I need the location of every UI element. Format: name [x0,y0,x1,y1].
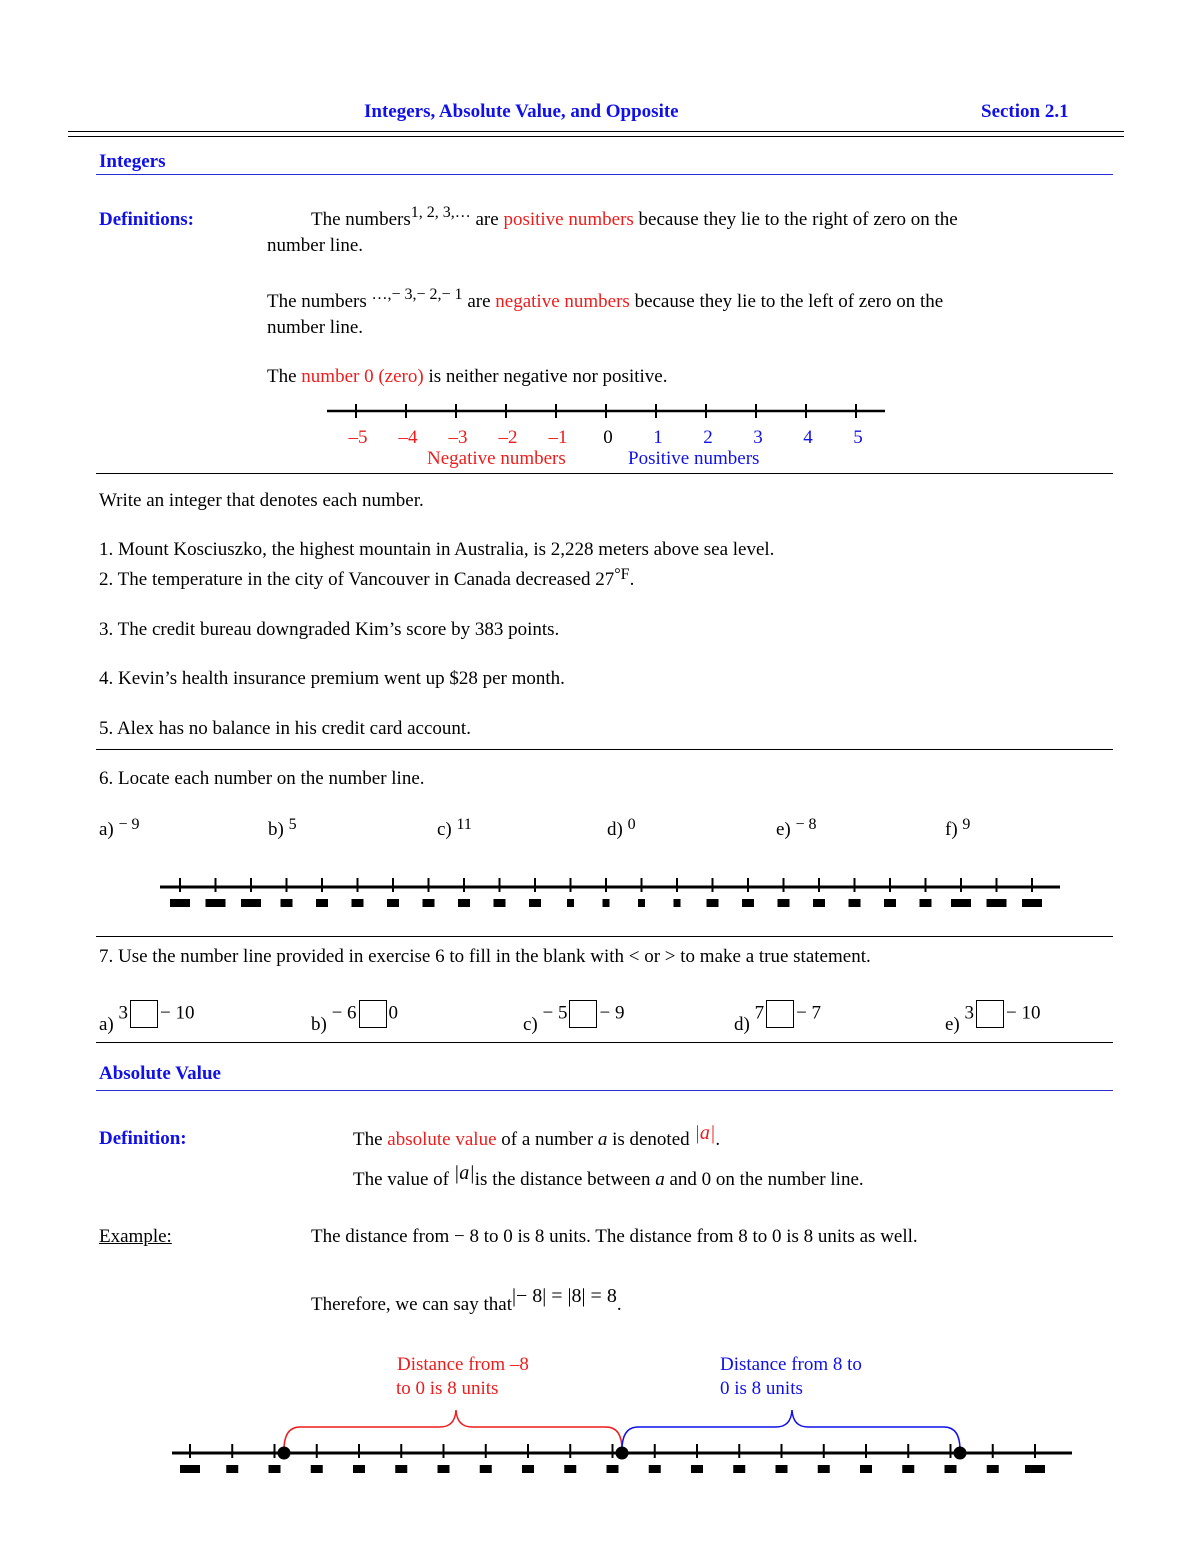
positive-tick-label: 3 [753,427,763,448]
av2-mid: is the distance between [474,1169,651,1190]
exercise-6-part [268,816,297,840]
part-label: e) [776,819,791,840]
label-blank [987,899,1007,907]
av2-var: a [655,1169,665,1190]
exercise-7-part [523,1000,625,1036]
av1-post: is denoted [612,1129,690,1150]
point-negative-8 [278,1447,291,1460]
right-operand: − 10 [1006,1002,1041,1024]
label-blank [951,899,971,907]
label-blank [818,1465,830,1473]
label-blank [1022,899,1042,907]
divider-4 [96,1042,1113,1043]
def2-pre: The numbers [267,291,367,312]
part-label: a) [99,819,114,840]
label-blank [170,899,190,907]
part-label: f) [945,819,958,840]
part-value: − 8 [795,816,817,833]
label-blank [674,899,681,907]
av2-post: and 0 on the number line. [669,1169,864,1190]
av1-end: . [715,1129,721,1150]
absolute-value-heading: Absolute Value [99,1063,221,1084]
part-label: d) [734,1014,750,1036]
exercise-1: 1. Mount Kosciuszko, the highest mountain in Australia, is 2,228 meters above sea level. [99,539,775,560]
negative-tick-label: –1 [548,427,568,448]
exercise-6-part [776,816,817,840]
absolute-value-definition-1 [353,1122,721,1150]
brace-left-caption-2: to 0 is 8 units [396,1378,499,1399]
positive-tick-label: 1 [653,427,663,448]
def1-math: 1, 2, 3,… [410,204,471,221]
comparison-answer-box[interactable] [569,1000,597,1028]
av1-mid: of a number [501,1129,594,1150]
example-label: Example: [99,1226,172,1247]
label-blank [1025,1465,1045,1473]
label-blank [603,899,610,907]
part-value: 11 [456,816,472,833]
example-line-2 [311,1285,622,1315]
part-value: 5 [288,816,297,833]
label-blank [438,1465,450,1473]
temperature-unit: °F [614,566,630,583]
example-equation: |− 8| = |8| = 8 [511,1285,617,1307]
exercise-6-part [945,816,971,840]
exercise-2-end: . [629,569,635,590]
part-value: − 9 [118,816,140,833]
label-blank [458,899,470,907]
def2-math: …,− 3,− 2,− 1 [371,286,463,303]
exercise-4: 4. Kevin’s health insurance premium went up $28 per month. [99,668,565,689]
part-value: 0 [627,816,636,833]
part-label: e) [945,1014,960,1036]
av1-pre: The [353,1129,383,1150]
exercise-7-prompt: 7. Use the number line provided in exercise 6 to fill in the blank with < or > to make a true statement. [99,946,871,967]
def1-post: because they lie to the right of zero on the [638,209,958,230]
positive-tick-label: 4 [803,427,813,448]
point-positive-8 [954,1447,967,1460]
def3-post: is neither negative nor positive. [428,366,668,387]
label-blank [529,899,541,907]
part-label: d) [607,819,623,840]
header-rule-bottom [68,136,1124,137]
av2-notation: |a| [453,1162,475,1184]
divider-1 [96,473,1113,474]
exercise-intro: Write an integer that denotes each number. [99,490,424,511]
label-blank [564,1465,576,1473]
comparison-answer-box[interactable] [130,1000,158,1028]
left-operand: − 5 [542,1002,568,1024]
example-line-2-end: . [616,1294,622,1315]
label-blank [567,899,574,907]
exercise-6-number-line [0,873,1200,913]
label-blank [776,1465,788,1473]
part-label: c) [523,1014,538,1036]
right-operand: − 7 [796,1002,822,1024]
label-blank [206,899,226,907]
def1-mid: are [475,209,499,230]
page-title: Integers, Absolute Value, and Opposite [364,101,679,122]
label-blank [226,1465,238,1473]
label-blank [733,1465,745,1473]
label-blank [352,899,364,907]
exercise-2 [99,566,635,590]
example-line-1: The distance from − 8 to 0 is 8 units. The distance from 8 to 0 is 8 units as well. [311,1226,918,1247]
part-label: b) [311,1014,327,1036]
label-blank [281,899,293,907]
section-number: Section 2.1 [981,101,1069,122]
label-blank [480,1465,492,1473]
def3-highlight: number 0 (zero) [301,366,424,387]
left-operand: − 6 [331,1002,357,1024]
exercise-7-part [945,1000,1041,1036]
label-blank [522,1465,534,1473]
label-blank [945,1465,957,1473]
label-blank [649,1465,661,1473]
label-blank [607,1465,619,1473]
exercise-6-part [99,816,140,840]
left-operand: 3 [118,1002,129,1024]
label-blank [884,899,896,907]
exercise-6-part [437,816,472,840]
definition-label: Definition: [99,1128,187,1149]
part-label: a) [99,1014,114,1036]
label-blank [494,899,506,907]
label-blank [987,1465,999,1473]
exercise-7-part [311,1000,399,1036]
absolute-value-definition-2 [353,1162,864,1190]
label-blank [860,1465,872,1473]
negative-tick-label: –3 [448,427,468,448]
label-blank [269,1465,281,1473]
def3-pre: The [267,366,297,387]
example-line-2-pre: Therefore, we can say that [311,1294,512,1315]
brace-right [622,1410,960,1450]
definition-zero [267,367,667,386]
brace-right-caption-2: 0 is 8 units [720,1378,803,1399]
label-blank [353,1465,365,1473]
part-label: c) [437,819,452,840]
zero-tick-label: 0 [603,427,613,448]
positive-tick-label: 2 [703,427,713,448]
av2-pre: The value of [353,1169,450,1190]
def2-mid: are [467,291,491,312]
exercise-3: 3. The credit bureau downgraded Kim’s score by 383 points. [99,619,560,640]
label-blank [920,899,932,907]
brace-right-caption-1: Distance from 8 to [720,1354,862,1375]
label-blank [180,1465,200,1473]
comparison-answer-box[interactable] [766,1000,794,1028]
av1-var: a [597,1129,608,1150]
right-operand: 0 [388,1002,399,1024]
part-value: 9 [962,816,971,833]
positive-numbers-caption: Positive numbers [628,448,760,469]
label-blank [387,899,399,907]
label-blank [395,1465,407,1473]
def1-pre: The numbers [311,209,411,230]
label-blank [316,899,328,907]
label-blank [241,899,261,907]
label-blank [902,1465,914,1473]
right-operand: − 10 [160,1002,195,1024]
definitions-label: Definitions: [99,209,194,230]
def1-highlight: positive numbers [503,209,634,230]
point-zero [616,1447,629,1460]
label-blank [778,899,790,907]
exercise-7-part [99,1000,195,1036]
exercise-5: 5. Alex has no balance in his credit card account. [99,718,471,739]
comparison-answer-box[interactable] [976,1000,1004,1028]
label-blank [423,899,435,907]
definition-positive [311,204,958,230]
positive-tick-label: 5 [853,427,863,448]
label-blank [742,899,754,907]
negative-numbers-caption: Negative numbers [427,448,566,469]
absolute-value-diagram [0,1400,1200,1480]
label-blank [813,899,825,907]
absolute-value-heading-rule [96,1090,1113,1091]
left-operand: 3 [964,1002,975,1024]
negative-tick-label: –5 [348,427,368,448]
def2-post: because they lie to the left of zero on the [634,291,944,312]
divider-3 [96,936,1113,937]
label-blank [707,899,719,907]
exercise-7-part [734,1000,822,1036]
def1-continuation: number line. [267,235,364,256]
brace-left [284,1410,622,1450]
label-blank [691,1465,703,1473]
integers-heading: Integers [99,151,166,172]
divider-2 [96,749,1113,750]
comparison-answer-box[interactable] [359,1000,387,1028]
av1-notation: |a| [694,1122,716,1144]
def2-highlight: negative numbers [495,291,630,312]
integers-heading-rule [96,174,1113,175]
label-blank [849,899,861,907]
label-blank [311,1465,323,1473]
av1-highlight: absolute value [387,1129,497,1150]
exercise-2-text: 2. The temperature in the city of Vancouver in Canada decreased 27 [99,569,615,590]
header-rule-top [68,131,1124,132]
exercise-6-part [607,816,636,840]
brace-left-caption-1: Distance from –8 [397,1354,529,1375]
exercise-6-prompt: 6. Locate each number on the number line. [99,768,425,789]
right-operand: − 9 [599,1002,625,1024]
definition-negative [267,286,944,312]
label-blank [638,899,645,907]
negative-tick-label: –2 [498,427,518,448]
def2-continuation: number line. [267,317,364,338]
negative-tick-label: –4 [398,427,418,448]
part-label: b) [268,819,284,840]
left-operand: 7 [754,1002,765,1024]
